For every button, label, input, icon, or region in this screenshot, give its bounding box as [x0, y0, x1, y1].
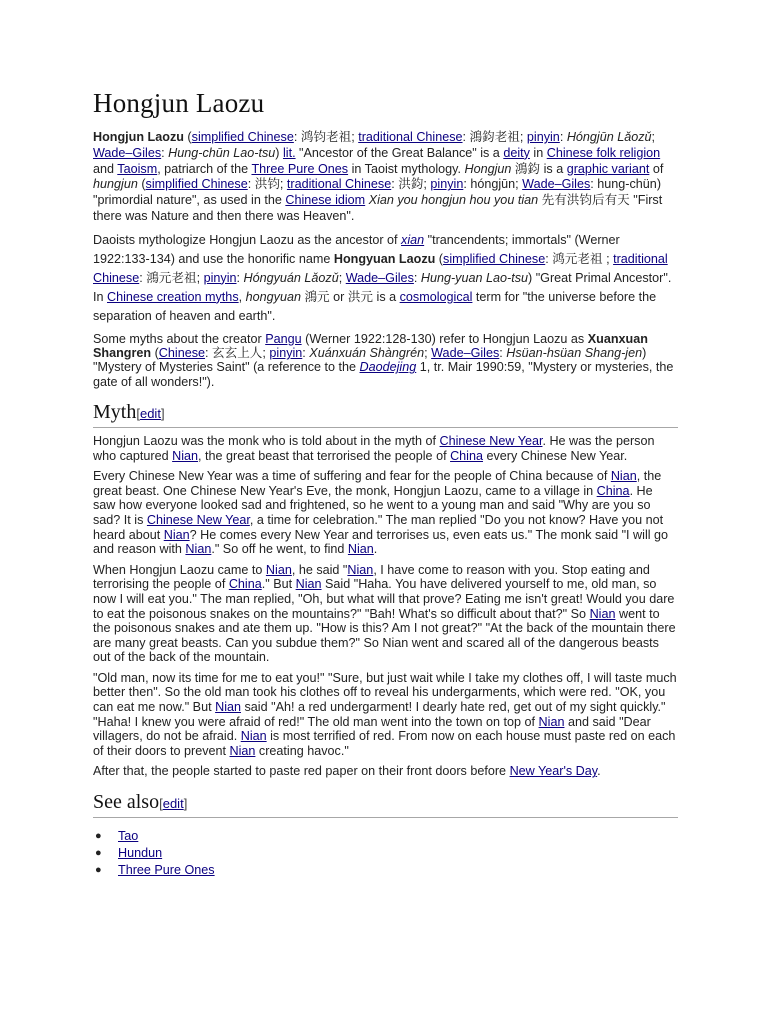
section-heading-myth: Myth[edit] — [93, 401, 678, 428]
link-simplified-chinese[interactable]: simplified Chinese — [443, 251, 546, 266]
link-pinyin[interactable]: pinyin — [203, 270, 237, 285]
myth-section — [93, 434, 678, 779]
bullet-icon: ● — [95, 830, 102, 843]
edit-link-myth[interactable]: edit — [139, 405, 161, 421]
link-chinese-creation-myths[interactable]: Chinese creation myths — [107, 289, 239, 304]
link-wade-giles[interactable]: Wade–Giles — [93, 145, 162, 160]
link-pangu[interactable]: Pangu — [265, 331, 302, 346]
article — [93, 88, 678, 879]
myth-paragraph-3: When Hongjun Laozu came to Nian, he said "Nian, I have come to reason with you. Stop eating and terrorising the people of China." But Nian Said "Haha. You have delivered yourself to me, old man, so now I will eat you." The man replied, "Oh, but what will that prove? Eating me isn't great! Would you dare to eat the poisonous snakes on the mountains?" "Bah! What's so difficult about that?" So Nian went to the poisonous snakes and ate them up. "How is this? Am I not great?" "At the back of the mountain there are many great beasts. Can you subdue them?" So Nian went and scared all of the dangerous beasts out of the back of the mountain. — [93, 562, 676, 665]
link-nian[interactable]: Nian — [589, 606, 616, 621]
link-pinyin[interactable]: pinyin — [430, 177, 464, 192]
link-lit[interactable]: lit. — [282, 145, 296, 160]
bold-term: Hongjun Laozu — [93, 130, 184, 144]
link-china[interactable]: China — [228, 577, 262, 592]
link-chinese-new-year[interactable]: Chinese New Year — [439, 433, 543, 448]
myth-paragraph-2: Every Chinese New Year was a time of suffering and fear for the people of China because of Nian, the great beast. One Chinese New Year's Eve, the monk, Hongjun Laozu, came to a village in China. He saw how everyone looked sad and frightened, so he went to a young man and said "Why are you so sad? It is Chinese New Year, a time for celebration." The man replied "Do you not know? Have you not heard about Nian? He comes every New Year and terrorises us, even eats us." The monk said "I will go and reason with Nian." So off he went, to find Nian. — [93, 469, 669, 557]
link-daodejing[interactable]: Daodejing — [359, 360, 417, 375]
link-graphic-variant[interactable]: graphic variant — [566, 161, 650, 176]
link-nian[interactable]: Nian — [185, 542, 212, 557]
link-nian[interactable]: Nian — [295, 577, 322, 592]
link-nian[interactable]: Nian — [240, 729, 267, 744]
myth-paragraph-1: Hongjun Laozu was the monk who is told about in the myth of Chinese New Year. He was the person who captured Nian, the great beast that terrorised the people of China every Chinese New Year. — [93, 433, 655, 463]
link-wade-giles[interactable]: Wade–Giles — [522, 177, 591, 192]
myth-paragraph-5: After that, the people started to paste red paper on their front doors before New Year's Day. — [93, 764, 601, 779]
bold-term: Hongyuan Laozu — [333, 251, 436, 266]
link-hundun[interactable]: Hundun — [118, 846, 163, 861]
link-traditional-chinese[interactable]: traditional Chinese — [93, 251, 668, 285]
link-china[interactable]: China — [596, 483, 630, 498]
link-chinese-idiom[interactable]: Chinese idiom — [285, 193, 366, 208]
myth-paragraph-4: "Old man, now its time for me to eat you!" "Sure, but just wait while I take my clothes off, I will taste much better then". So the old man took his clothes off to reveal his undergarments, which were red. "OK, you can eat me now." But Nian said "Ah! a red undergarment! I dearly hate red, get out of my sight quickly." "Haha! I knew you were afraid of red!" The old man went into the town on top of Nian and said "Dear villagers, do not be afraid. Nian is most terrified of red. From now on each house must paste red on each of their doors to prevent Nian creating havoc." — [93, 670, 677, 758]
list-item — [95, 845, 678, 862]
link-three-pure-ones[interactable]: Three Pure Ones — [251, 161, 349, 176]
page-title: Hongjun Laozu — [93, 88, 265, 118]
link-china[interactable]: China — [450, 448, 483, 463]
link-nian[interactable]: Nian — [265, 562, 292, 577]
see-also-list — [93, 828, 678, 879]
intro-section — [93, 130, 678, 389]
link-taoism[interactable]: Taoism — [117, 161, 158, 176]
bold-term: Xuanxuan Shangren — [93, 331, 648, 361]
link-nian[interactable]: Nian — [538, 714, 565, 729]
link-nian[interactable]: Nian — [163, 527, 190, 542]
link-simplified-chinese[interactable]: simplified Chinese — [191, 130, 294, 144]
link-traditional-chinese[interactable]: traditional Chinese — [358, 130, 463, 144]
link-nian[interactable]: Nian — [215, 700, 241, 715]
list-item — [95, 828, 678, 845]
link-chinese-new-year[interactable]: Chinese New Year — [146, 512, 250, 527]
link-pinyin[interactable]: pinyin — [269, 346, 303, 361]
intro-paragraph-1: Hongjun Laozu (simplified Chinese: 鸿钧老祖; traditional Chinese: 鴻鈞老祖; pinyin: Hóngjūn Lǎozǔ; Wade–Giles: Hung-chūn Lao-tsu) lit. "Ancestor of the Great Balance" is a deity in Chinese folk religion and Taoism, patriarch of the Three Pure Ones in Taoist mythology. Hongjun 鴻鈞 is a graphic variant of hungjun (simplified Chinese: 洪钧; traditional Chinese: 洪鈞; pinyin: hóngjūn; Wade–Giles: hung-chün) "primordial nature", as used in the Chinese idiom Xian you hongjun hou you tian 先有洪钧后有天 "First there was Nature and then there was Heaven". — [93, 130, 664, 223]
edit-link-see-also[interactable]: edit — [162, 796, 184, 812]
link-chinese[interactable]: Chinese — [158, 346, 206, 361]
bullet-icon: ● — [95, 847, 102, 860]
link-new-years-day[interactable]: New Year's Day — [509, 764, 598, 779]
list-item — [95, 862, 678, 879]
bullet-icon: ● — [95, 864, 102, 877]
link-nian[interactable]: Nian — [172, 448, 199, 463]
link-wade-giles[interactable]: Wade–Giles — [345, 270, 414, 285]
link-three-pure-ones[interactable]: Three Pure Ones — [118, 863, 215, 878]
link-tao[interactable]: Tao — [118, 829, 139, 844]
link-wade-giles[interactable]: Wade–Giles — [431, 346, 500, 361]
intro-paragraph-2: Daoists mythologize Hongjun Laozu as the ancestor of xian "trancendents; immortals" (Werner 1922:133-134) and use the honorific name Hongyuan Laozu (simplified Chinese: 鸿元老祖 ; traditional Chinese: 鴻元老祖; pinyin: Hóngyuán Lǎozǔ; Wade–Giles: Hung-yuan Lao-tsu) "Great Primal Ancestor". In Chinese creation myths, hongyuan 鴻元 or 洪元 is a cosmological term for "the universe before the separation of heaven and earth". — [93, 232, 672, 323]
section-heading-see-also: See also[edit] — [93, 791, 678, 818]
link-nian[interactable]: Nian — [610, 469, 637, 484]
edit-section-see-also: [edit] — [159, 796, 188, 812]
link-simplified-chinese[interactable]: simplified Chinese — [145, 177, 248, 192]
link-pinyin[interactable]: pinyin — [526, 130, 560, 144]
edit-section-myth: [edit] — [136, 405, 165, 421]
link-xian[interactable]: xian — [401, 232, 425, 247]
link-nian[interactable]: Nian — [347, 542, 374, 557]
link-nian[interactable]: Nian — [229, 743, 256, 758]
link-cosmological[interactable]: cosmological — [399, 289, 473, 304]
intro-paragraph-3: Some myths about the creator Pangu (Werner 1922:128-130) refer to Hongjun Laozu as Xuanxuan Shangren (Chinese: 玄玄上人; pinyin: Xuánxuán Shàngrén; Wade–Giles: Hsüan-hsüan Shang-jen) "Mystery of Mysteries Saint" (a reference to the Daodejing 1, tr. Mair 1990:59, "Mystery or mysteries, the gate of all wonders!"). — [93, 331, 674, 389]
link-chinese-folk-religion[interactable]: Chinese folk religion — [546, 145, 661, 160]
link-deity[interactable]: deity — [503, 145, 530, 160]
link-traditional-chinese[interactable]: traditional Chinese — [286, 177, 392, 192]
link-nian[interactable]: Nian — [347, 562, 374, 577]
